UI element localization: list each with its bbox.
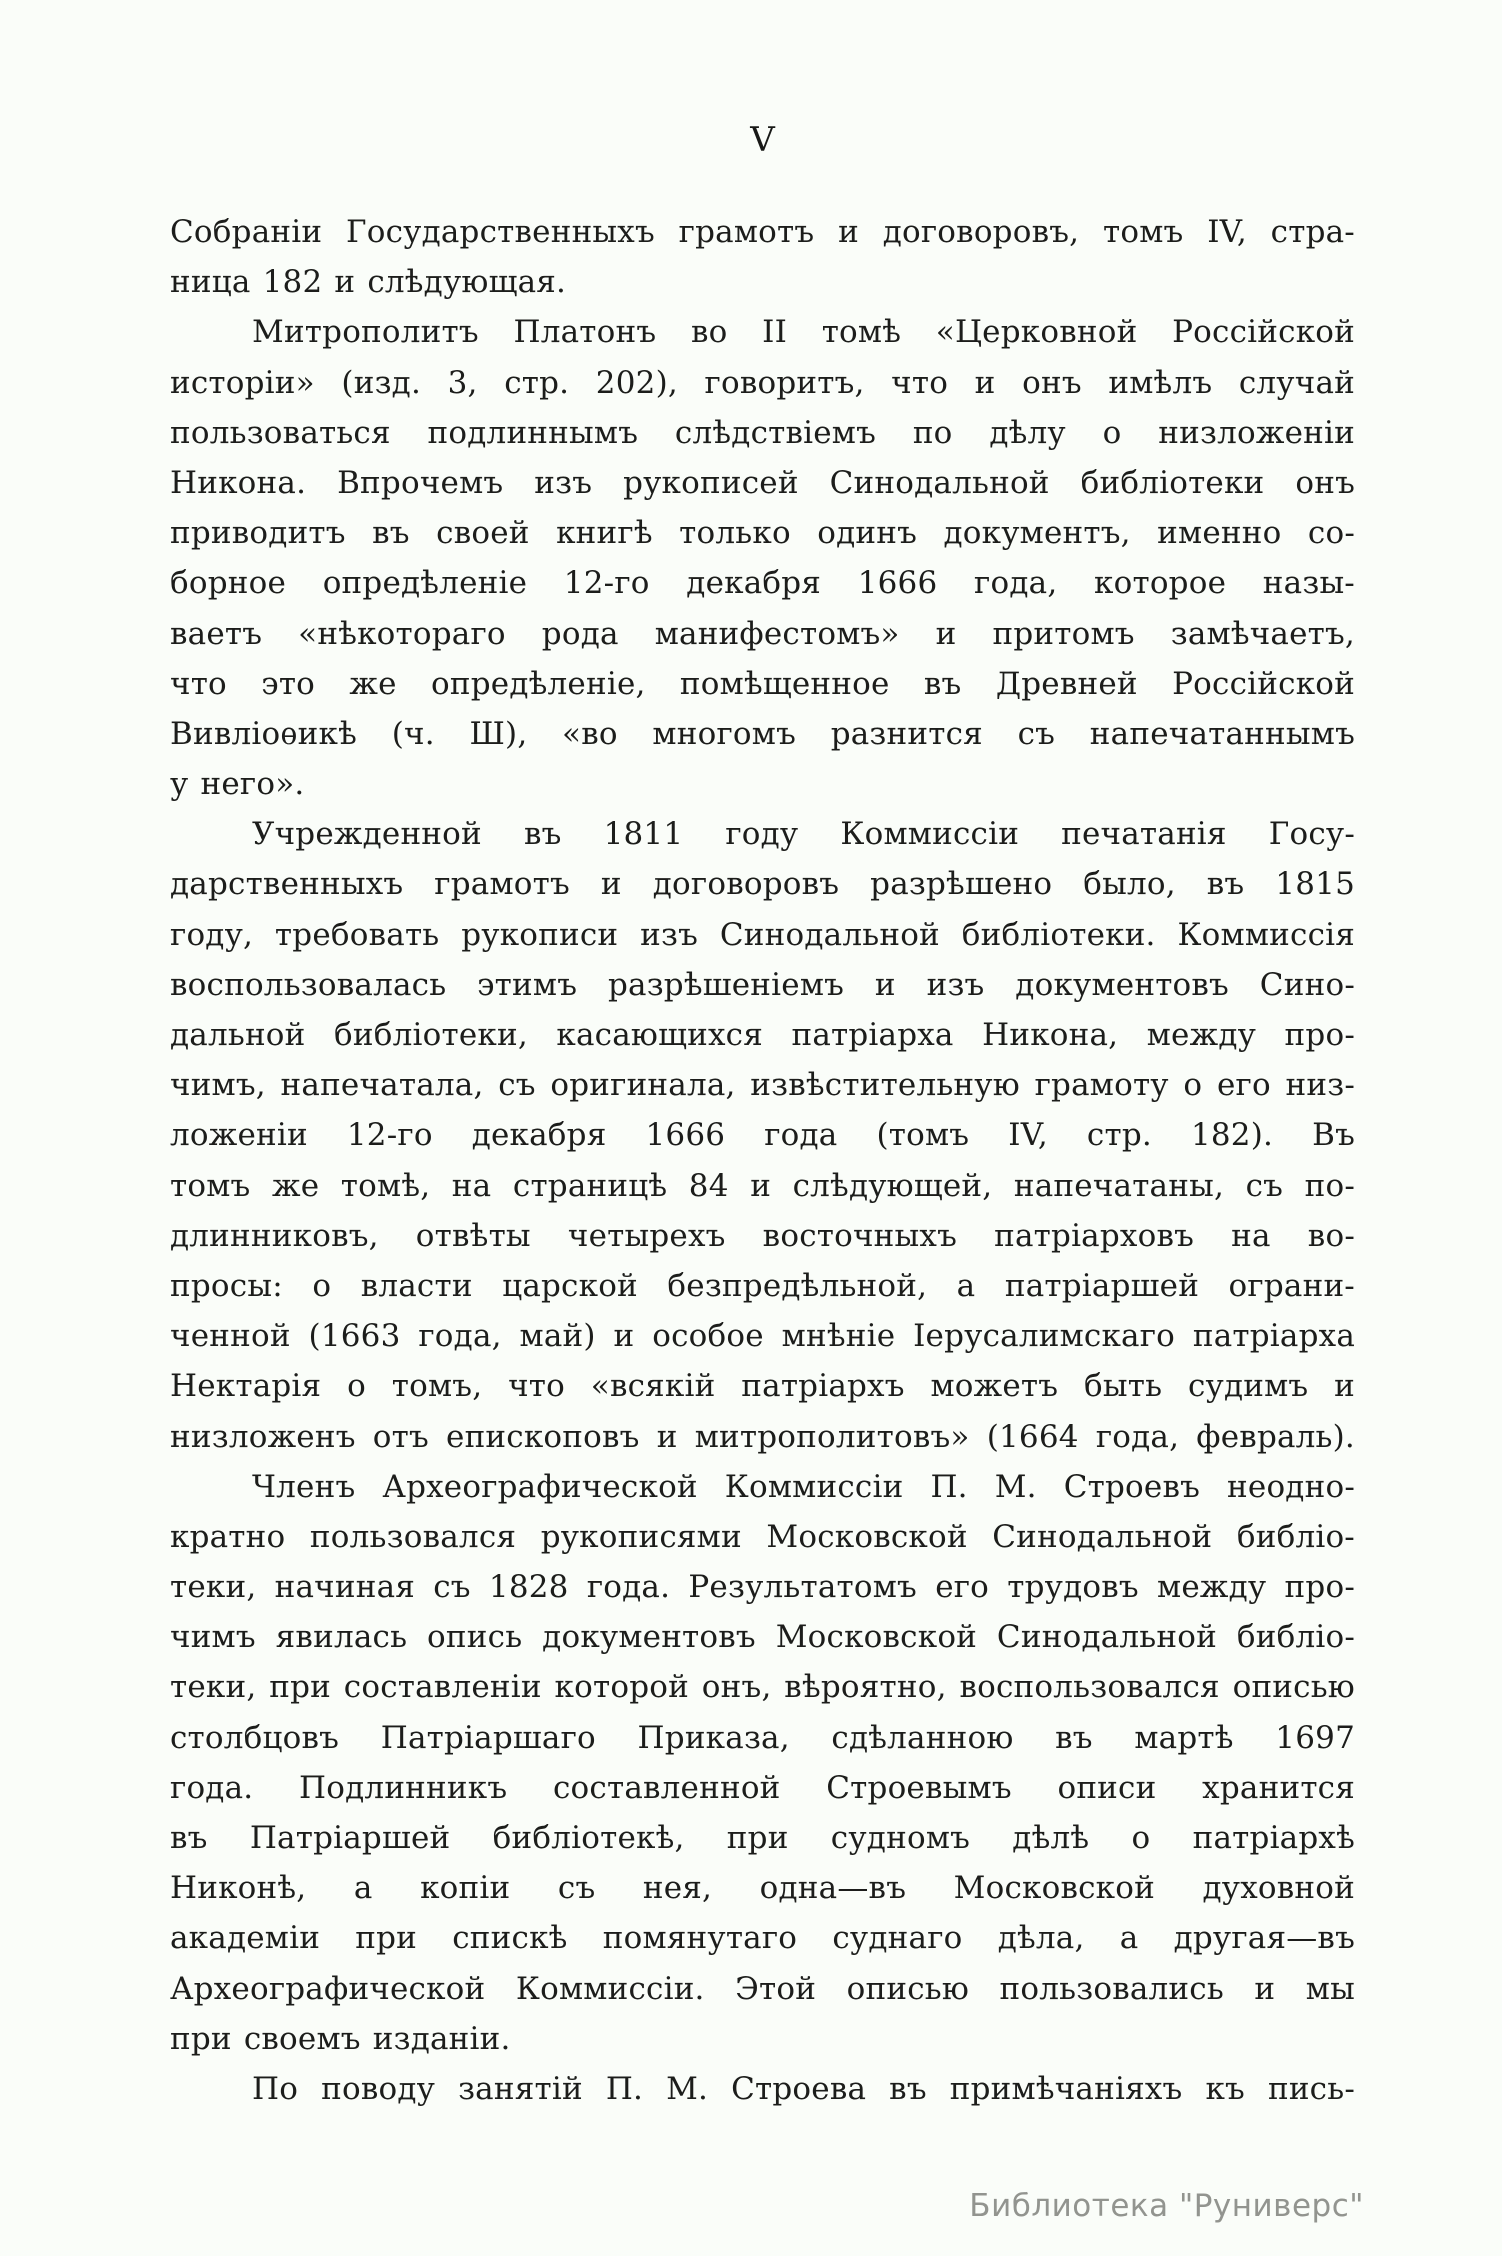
text-block xyxy=(170,207,1355,2114)
text-line: ложеніи 12-го декабря 1666 года (томъ IV, стр. 182). Въ xyxy=(170,1117,1355,1154)
text-line: Вивліоѳикѣ (ч. Ш), «во многомъ разнится съ напечатаннымъ xyxy=(170,715,1355,752)
text-line: кратно пользовался рукописями Московской Синодальной библіо- xyxy=(170,1518,1355,1555)
text-line: ваетъ «нѣкотораго рода манифестомъ» и притомъ замѣчаетъ, xyxy=(170,615,1355,652)
text-line: въ Патріаршей библіотекѣ, при судномъ дѣлѣ о патріархѣ xyxy=(170,1820,1355,1856)
text-line: Никонѣ, а копіи съ нея, одна—въ Московской духовной xyxy=(170,1870,1355,1907)
text-line: Археографической Коммиссіи. Этой описью пользовались и мы xyxy=(170,1970,1355,2007)
text-line: пользоваться подлиннымъ слѣдствіемъ по дѣлу о низложеніи xyxy=(170,414,1355,451)
text-line: воспользовалась этимъ разрѣшеніемъ и изъ документовъ Сино- xyxy=(170,966,1355,1003)
text-line: Никона. Впрочемъ изъ рукописей Синодальной библіотеки онъ xyxy=(170,464,1355,501)
page-number: V xyxy=(750,120,775,160)
text-line: томъ же томѣ, на страницѣ 84 и слѣдующей, напечатаны, съ по- xyxy=(170,1167,1355,1204)
paragraph xyxy=(170,809,1355,1461)
text-line: при своемъ изданіи. xyxy=(170,2020,511,2057)
text-line: чимъ явилась опись документовъ Московской Синодальной библіо- xyxy=(170,1619,1355,1656)
text-line: ница 182 и слѣдующая. xyxy=(170,264,567,301)
text-line: году, требовать рукописи изъ Синодальной библіотеки. Коммиссія xyxy=(170,916,1355,953)
text-line: ченной (1663 года, май) и особое мнѣніе Іерусалимскаго патріарха xyxy=(170,1318,1355,1355)
text-line: длинниковъ, отвѣты четырехъ восточныхъ патріарховъ на во- xyxy=(170,1217,1355,1254)
text-line: года. Подлинникъ составленной Строевымъ описи хранится xyxy=(170,1769,1355,1806)
text-line: Членъ Археографической Коммиссіи П. М. Строевъ неодно- xyxy=(252,1468,1355,1505)
text-line: По поводу занятій П. М. Строева въ примѣчаніяхъ къ пись- xyxy=(252,2070,1355,2107)
library-watermark: Библиотека "Руниверс" xyxy=(969,2188,1364,2224)
text-line: у него». xyxy=(170,766,305,803)
text-line: чимъ, напечатала, съ оригинала, извѣстительную грамоту о его низ- xyxy=(170,1067,1355,1104)
text-line: дальной библіотеки, касающихся патріарха Никона, между про- xyxy=(170,1017,1355,1053)
text-line: борное опредѣленіе 12-го декабря 1666 года, которое назы- xyxy=(170,565,1355,602)
text-line: теки, при составленіи которой онъ, вѣроятно, воспользовался описью xyxy=(170,1669,1355,1706)
paragraph xyxy=(170,307,1355,809)
text-line: столбцовъ Патріаршаго Приказа, сдѣланною въ мартѣ 1697 xyxy=(170,1719,1355,1756)
text-line: приводитъ въ своей книгѣ только одинъ документъ, именно со- xyxy=(170,515,1355,552)
text-line: что это же опредѣленіе, помѣщенное въ Древней Россійской xyxy=(170,665,1355,702)
text-line: дарственныхъ грамотъ и договоровъ разрѣшено было, въ 1815 xyxy=(170,866,1355,903)
text-line: Митрополитъ Платонъ во II томѣ «Церковной Россійской xyxy=(252,314,1355,351)
text-line: Собраніи Государственныхъ грамотъ и договоровъ, томъ IV, стра- xyxy=(170,214,1355,250)
text-line: Учрежденной въ 1811 году Коммиссіи печатанія Госу- xyxy=(252,816,1355,853)
text-line: теки, начиная съ 1828 года. Результатомъ его трудовъ между про- xyxy=(170,1569,1355,1606)
paragraph xyxy=(170,1462,1355,2064)
text-line: исторіи» (изд. 3, стр. 202), говоритъ, что и онъ имѣлъ случай xyxy=(170,364,1355,401)
text-line: Нектарія о томъ, что «всякій патріархъ можетъ быть судимъ и xyxy=(170,1368,1355,1405)
text-line: просы: о власти царской безпредѣльной, а патріаршей ограни- xyxy=(170,1267,1355,1304)
text-line: академіи при спискѣ помянутаго суднаго дѣла, а другая—въ xyxy=(170,1920,1355,1957)
paragraph xyxy=(170,207,1355,307)
text-line: низложенъ отъ епископовъ и митрополитовъ» (1664 года, февраль). xyxy=(170,1418,1355,1455)
paragraph xyxy=(170,2064,1355,2114)
